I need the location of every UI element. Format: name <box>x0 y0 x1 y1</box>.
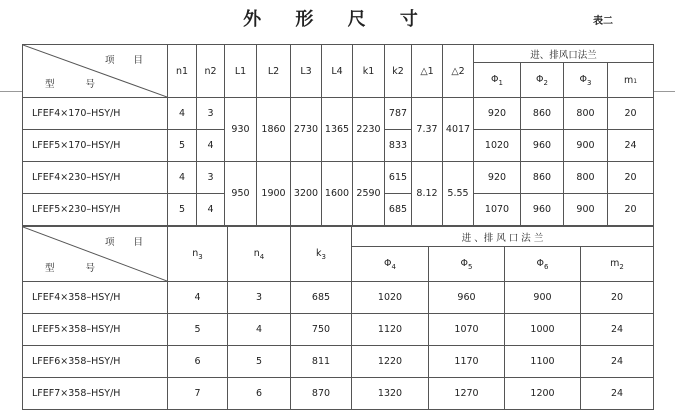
cell: 950 <box>225 162 257 226</box>
table-number: 表二 <box>593 16 613 27</box>
cell: 1320 <box>352 378 429 410</box>
col-header: $k_3$ <box>291 227 352 282</box>
cell: 4 <box>228 314 291 346</box>
cell: 1200 <box>505 378 581 410</box>
model-cell: LFEF4×230–HSY/H <box>23 162 168 194</box>
cell: 960 <box>521 130 564 162</box>
col-header: L2 <box>257 45 291 98</box>
cell: 20 <box>581 282 654 314</box>
flange-col-header: $\Phi_4$ <box>352 247 429 282</box>
col-header: k1 <box>353 45 385 98</box>
cell: 615 <box>385 162 412 194</box>
cell: 1100 <box>505 346 581 378</box>
cell: 960 <box>429 282 505 314</box>
flange-col-header: m1 <box>608 63 654 98</box>
cell: 6 <box>168 346 228 378</box>
table-row <box>23 314 654 346</box>
flange-col-header: $\Phi_1$ <box>474 63 521 98</box>
cell: 800 <box>564 162 608 194</box>
cell: 1170 <box>429 346 505 378</box>
cell: 920 <box>474 98 521 130</box>
cell: 4 <box>197 194 225 226</box>
cell: 3 <box>197 162 225 194</box>
col-header: k2 <box>385 45 412 98</box>
cell: 960 <box>521 194 564 226</box>
cell: 1070 <box>474 194 521 226</box>
model-cell: LFEF6×358–HSY/H <box>23 346 168 378</box>
col-header: △2 <box>443 45 474 98</box>
table-row <box>23 378 654 410</box>
cell: 1365 <box>322 98 353 162</box>
cell: 24 <box>608 130 654 162</box>
cell: 1000 <box>505 314 581 346</box>
cell: 860 <box>521 98 564 130</box>
cell: 5 <box>168 194 197 226</box>
cell: 20 <box>608 98 654 130</box>
col-header: △1 <box>412 45 443 98</box>
cell: 5 <box>228 346 291 378</box>
cell: 860 <box>521 162 564 194</box>
cell: 20 <box>608 162 654 194</box>
cell: 1020 <box>474 130 521 162</box>
cell: 20 <box>608 194 654 226</box>
table-row <box>23 282 654 314</box>
cell: 3200 <box>291 162 322 226</box>
cell: 4 <box>168 98 197 130</box>
col-header: $n_4$ <box>228 227 291 282</box>
cell: 4017 <box>443 98 474 162</box>
cell: 787 <box>385 98 412 130</box>
page-title: 外 形 尺 寸 <box>243 9 432 30</box>
cell: 870 <box>291 378 352 410</box>
cell: 3 <box>197 98 225 130</box>
cell: 4 <box>168 162 197 194</box>
cell: 900 <box>564 194 608 226</box>
table-row <box>23 346 654 378</box>
flange-col-header: $\Phi_5$ <box>429 247 505 282</box>
flange-col-header: $\Phi_6$ <box>505 247 581 282</box>
cell: 7.37 <box>412 98 443 162</box>
dimensions-table-1 <box>22 44 654 226</box>
model-cell: LFEF4×358–HSY/H <box>23 282 168 314</box>
cell: 800 <box>564 98 608 130</box>
cell: 833 <box>385 130 412 162</box>
header-diagonal-cell <box>23 227 168 282</box>
col-header: $n_3$ <box>168 227 228 282</box>
model-cell: LFEF5×170–HSY/H <box>23 130 168 162</box>
cell: 685 <box>385 194 412 226</box>
cell: 900 <box>505 282 581 314</box>
dimensions-table-2 <box>22 226 654 410</box>
table-row <box>23 162 654 194</box>
header-item-label: 项 目 <box>104 237 151 248</box>
cell: 1070 <box>429 314 505 346</box>
col-header: L4 <box>322 45 353 98</box>
model-cell: LFEF7×358–HSY/H <box>23 378 168 410</box>
cell: 4 <box>168 282 228 314</box>
cell: 2590 <box>353 162 385 226</box>
cell: 1270 <box>429 378 505 410</box>
header-model-label: 型 号 <box>45 263 110 274</box>
header-diagonal-cell <box>23 45 168 98</box>
cell: 1900 <box>257 162 291 226</box>
cell: 685 <box>291 282 352 314</box>
cell: 6 <box>228 378 291 410</box>
cell: 930 <box>225 98 257 162</box>
model-cell: LFEF4×170–HSY/H <box>23 98 168 130</box>
cell: 24 <box>581 314 654 346</box>
cell: 2230 <box>353 98 385 162</box>
flange-col-header: $\Phi_2$ <box>521 63 564 98</box>
cell: 24 <box>581 378 654 410</box>
flange-col-header: $m_2$ <box>581 247 654 282</box>
cell: 5 <box>168 130 197 162</box>
col-header: L3 <box>291 45 322 98</box>
cell: 7 <box>168 378 228 410</box>
table-row <box>23 98 654 130</box>
flange-col-header: $\Phi_3$ <box>564 63 608 98</box>
cell: 750 <box>291 314 352 346</box>
col-header: n2 <box>197 45 225 98</box>
cell: 920 <box>474 162 521 194</box>
cell: 1600 <box>322 162 353 226</box>
cell: 4 <box>197 130 225 162</box>
cell: 1220 <box>352 346 429 378</box>
flange-group-header: 进、排风口法兰 <box>474 45 654 63</box>
cell: 24 <box>581 346 654 378</box>
flange-group-header: 进 、排 风 口 法 兰 <box>352 227 654 247</box>
cell: 811 <box>291 346 352 378</box>
model-cell: LFEF5×358–HSY/H <box>23 314 168 346</box>
col-header: L1 <box>225 45 257 98</box>
cell: 5 <box>168 314 228 346</box>
model-cell: LFEF5×230–HSY/H <box>23 194 168 226</box>
col-header: n1 <box>168 45 197 98</box>
cell: 900 <box>564 130 608 162</box>
cell: 1020 <box>352 282 429 314</box>
header-model-label: 型 号 <box>45 79 110 90</box>
cell: 1120 <box>352 314 429 346</box>
cell: 5.55 <box>443 162 474 226</box>
header-item-label: 项 目 <box>104 55 151 66</box>
cell: 2730 <box>291 98 322 162</box>
cell: 1860 <box>257 98 291 162</box>
cell: 8.12 <box>412 162 443 226</box>
cell: 3 <box>228 282 291 314</box>
